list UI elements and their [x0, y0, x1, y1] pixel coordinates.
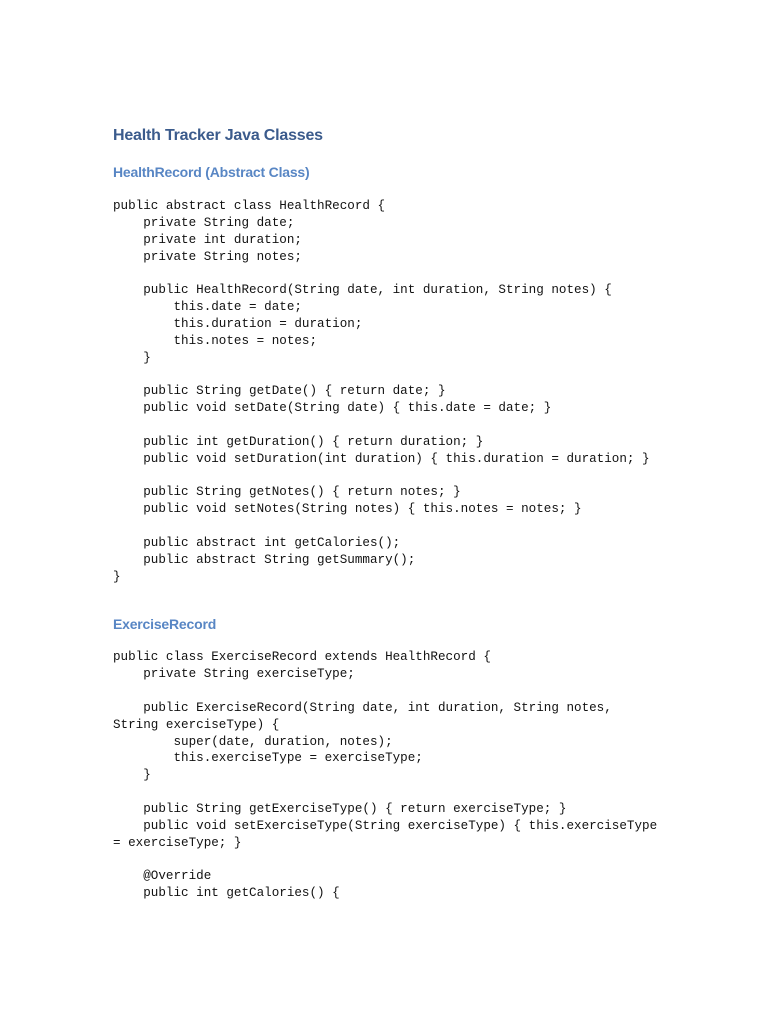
code-block-exerciserecord: public class ExerciseRecord extends HealthRecord { private String exerciseType; public ExerciseRecord(String date, int duration, String notes, String exerciseType) { super(date, duration, notes); this.exerciseType = exerciseType; } public String getExerciseType() { return exerciseType; } public void setExerciseType(String exerciseType) { this.exerciseType = exerciseType; } @Override public int getCalories() {	[113, 650, 658, 901]
section-heading-healthrecord: HealthRecord (Abstract Class)	[113, 164, 310, 180]
code-block-healthrecord: public abstract class HealthRecord { private String date; private int duration; private String notes; public HealthRecord(String date, int duration, String notes) { this.date = date; this.duration = duration; this.notes = notes; } public String getDate() { return date; } public void setDate(String date) { this.date = date; } public int getDuration() { return duration; } public void setDuration(int duration) { this.duration = duration; } public String getNotes() { return notes; } public void setNotes(String notes) { this.notes = notes; } public abstract int getCalories(); public abstract String getSummary(); }	[113, 199, 650, 584]
document-page	[113, 124, 713, 902]
document-title: Health Tracker Java Classes	[113, 127, 323, 144]
section-heading-exerciserecord: ExerciseRecord	[113, 616, 217, 633]
